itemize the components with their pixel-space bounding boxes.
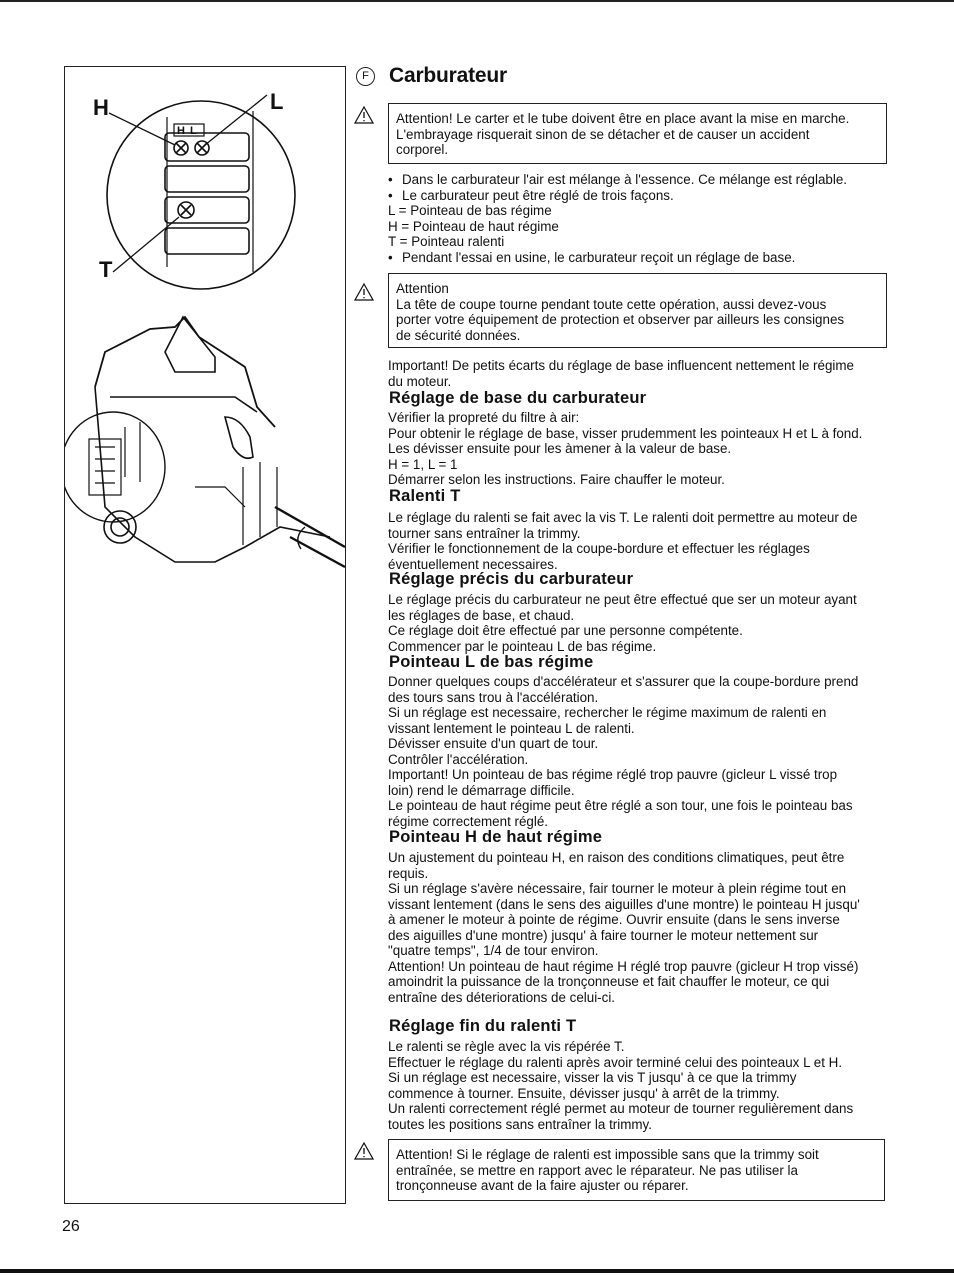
warning-box-repair [388,1139,885,1201]
heading-base-setting: Réglage de base du carburateur [389,389,647,407]
carburetor-figure [64,66,346,1204]
heading-idle: Ralenti T [389,487,461,505]
intro-bullet: • Pendant l'essai en usine, le carburateur reçoit un réglage de base. [388,249,796,265]
detail-magnifier-circle [107,101,295,289]
intro-bullet: • Dans le carburateur l'air est mélange à l'essence. Ce mélange est réglable. [388,172,848,187]
warning-line: Attention! Le carter et le tube doivent être en place avant la mise en marche. [396,111,850,126]
intro-line: H = Pointeau de haut régime [388,218,559,234]
warning-line: porter votre équipement de protection et observer par ailleurs les consignes [396,312,845,327]
label-t: T [99,257,113,282]
fine-setting-text: Le réglage précis du carburateur ne peut être effectué que ser un moteur ayant les réglages de base, et chaud. Ce réglage doit être effectué par une personne compétente. Commencer par le pointeau L de bas régime. [388,592,857,654]
warning-line: de sécurité données. [396,327,521,343]
warning-triangle-icon [354,283,374,301]
intro-line: L = Pointeau de bas régime [388,203,552,218]
heading-fine-setting: Réglage précis du carburateur [389,570,634,588]
warning-line: L'embrayage risquerait sinon de se détacher et de causer un accident [396,126,810,142]
warning-line: Attention [396,281,449,296]
warning-line: tronçonneuse avant de la faire ajuster ou réparer. [396,1178,689,1193]
page-title: Carburateur [389,64,507,87]
warning-line: La tête de coupe tourne pendant toute cette opération, aussi devez-vous [396,296,827,312]
important-note: Important! De petits écarts du réglage de base influencent nettement le régime du moteur. [388,358,854,389]
carburetor-illustration [65,67,347,1205]
page-number: 26 [62,1218,80,1235]
warning-triangle-icon [354,1142,374,1160]
intro-line: T = Pointeau ralenti [388,234,505,249]
warning-box-cutting-head [388,273,887,348]
intro-bullet: • Le carburateur peut être réglé de trois façons. [388,187,674,203]
heading-high-speed-needle: Pointeau H de haut régime [389,828,603,846]
language-marker: F [356,67,375,86]
idle-fine-tuning-text: Le ralenti se règle avec la vis répérée T. Effectuer le réglage du ralenti après avoir terminé celui des pointeaux L et H. Si un réglage est necessaire, visser la vis T jusqu' à ce que la trimmy commence à tourner. Ensuite, dévisser jusqu' à arrêt de la trimmy. Un ralenti correctement réglé permet au moteur de tourner regulièrement dans toutes les positions sans entraîner la trimmy. [388,1039,854,1132]
warning-line: entraînée, se mettre en rapport avec le réparateur. Ne pas utiliser la [396,1162,798,1178]
base-setting-text: Vérifier la propreté du filtre à air: Pour obtenir le réglage de base, visser prudemment les pointeaux H et L à fond. Les dévisser ensuite pour les àmener à la valeur de base. H = 1, L = 1 Démarrer selon les instructions. Faire chauffer le moteur. [388,410,863,487]
warning-line: Attention! Si le réglage de ralenti est impossible sans que la trimmy soit [396,1147,819,1162]
bottom-rule [0,1269,954,1273]
heading-idle-fine-tuning: Réglage fin du ralenti T [389,1017,577,1035]
label-h: H [93,95,109,120]
adjuster-housing-top [165,133,249,161]
low-speed-needle-text: Donner quelques coups d'accélérateur et s'assurer que la coupe-bordure prend des tours sans trou à l'accélération. Si un réglage est necessaire, rechercher le régime maximum de ralenti en vissant lentement le pointeau L de ralenti. Dévisser ensuite d'un quart de tour. Contrôler l'accélération. Important! Un pointeau de bas régime réglé trop pauvre (gicleur L vissé trop loin) rend le démarrage difficile. Le pointeau de haut régime peut être réglé a son tour, une fois le pointeau bas régime correctement réglé. [388,674,859,829]
warning-line: corporel. [396,142,449,157]
label-l: L [270,89,284,114]
high-speed-needle-text: Un ajustement du pointeau H, en raison des conditions climatiques, peut être requis. Si un réglage s'avère nécessaire, fair tourner le moteur à plein régime tout en vissant lentement (dans le sens des aiguilles d'une montre) le pointeau H jusqu' à amener le moteur à pointe de régime. Ouvrir ensuite (dans le sens inverse des aiguilles d'une montre) jusqu' à faire tourner le moteur nettement sur "quatre temps", 1/4 de tour environ. Attention! Un pointeau de haut régime H réglé trop pauvre (gicleur H trop vissé) amoindrit la puissance de la tronçonneuse et fait chauffer le moteur, ce qui entraîne des déteriorations de celui-ci. [388,850,860,1005]
warning-box-guard [388,103,887,164]
intro-block [388,172,888,265]
warning-triangle-icon [354,106,374,124]
idle-text: Le réglage du ralenti se fait avec la vis T. Le ralenti doit permettre au moteur de tourner sans entraîner la trimmy. Vérifier le fonctionnement de la coupe-bordure et effectuer les réglages éventuellement necessaires. [388,510,858,572]
top-rule [0,0,954,2]
heading-low-speed-needle: Pointeau L de bas régime [389,653,594,671]
inset-label-l: L [190,125,197,137]
inset-label-h: H [177,125,185,137]
